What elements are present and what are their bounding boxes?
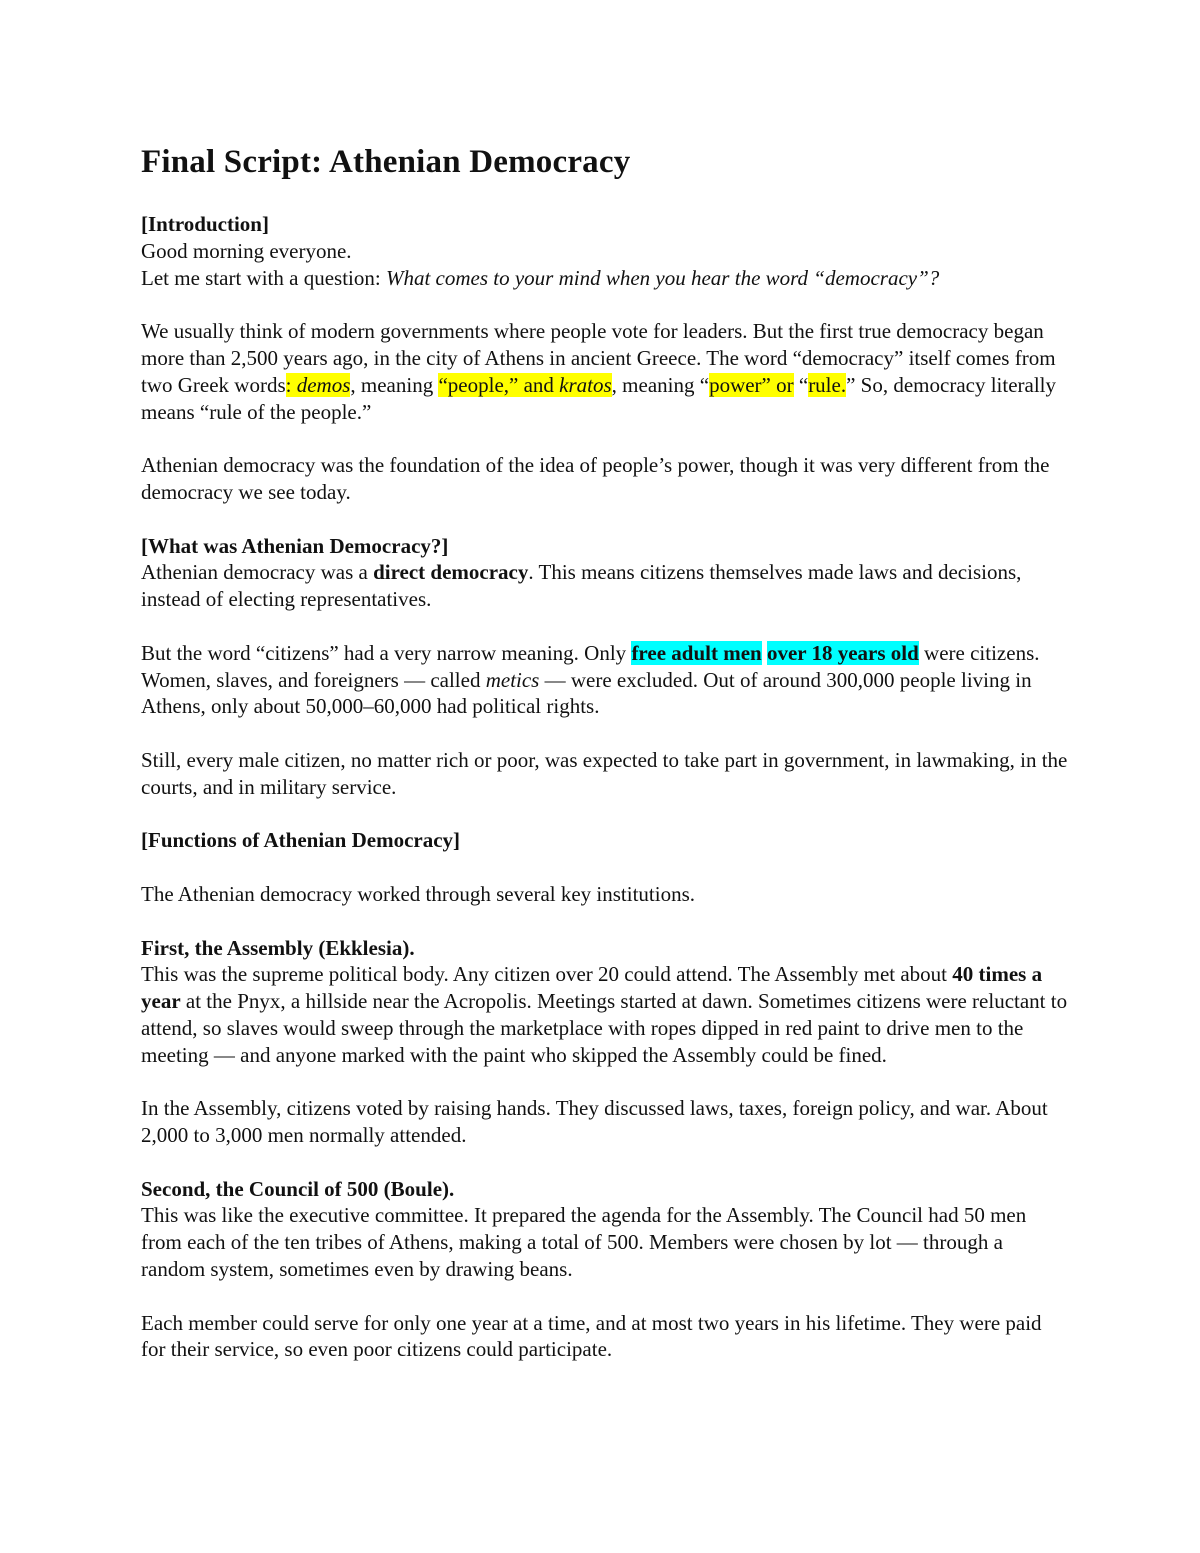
highlight-demos: demos xyxy=(296,372,351,397)
text-run: This was the supreme political body. Any citizen over 20 could attend. The Assembly met about xyxy=(141,962,953,987)
greeting-line: Good morning everyone. xyxy=(141,238,352,263)
text-run: “ xyxy=(793,372,809,397)
section-heading-introduction: [Introduction] xyxy=(141,212,269,236)
highlight-people: “people,” and xyxy=(438,372,560,397)
section-introduction xyxy=(141,211,1071,506)
paragraph-participation: Still, every male citizen, no matter rich or poor, was expected to take part in government, in lawmaking, in the courts, and in military service. xyxy=(141,747,1068,799)
bold-40-times: 40 times a year xyxy=(141,962,1043,1014)
paragraph-council-terms: Each member could serve for only one year at a time, and at most two years in his lifetime. They were paid for their service, so even poor citizens could participate. xyxy=(141,1310,1042,1362)
paragraph-institutions: The Athenian democracy worked through several key institutions. xyxy=(141,881,696,906)
section-heading-functions: [Functions of Athenian Democracy] xyxy=(141,828,461,853)
text-run: , meaning “ xyxy=(611,372,710,397)
section-what-was xyxy=(141,533,1071,801)
highlight-free-adult-men: free adult men xyxy=(631,640,762,665)
text-run: ” So, democracy literally means “rule of the people.” xyxy=(141,372,1057,424)
highlight-power: power” or xyxy=(709,372,794,397)
text-run: Athenian democracy was a xyxy=(141,560,374,585)
question-text: What comes to your mind when you hear the word “democracy”? xyxy=(385,265,940,290)
text-run: . This means citizens themselves made laws and decisions, instead of electing representatives. xyxy=(141,560,1022,612)
paragraph-citizens xyxy=(141,640,1071,720)
highlight-kratos: kratos xyxy=(559,372,612,397)
italic-metics: metics xyxy=(485,667,540,692)
paragraph-council: This was like the executive committee. It prepared the agenda for the Assembly. The Council had 50 men from each of the ten tribes of Athens, making a total of 500. Members were chosen by lot — through a random system, sometimes even by drawing beans. xyxy=(141,1203,1027,1282)
paragraph-assembly-voting: In the Assembly, citizens voted by raising hands. They discussed laws, taxes, foreign policy, and war. About 2,000 to 3,000 men normally attended. xyxy=(141,1096,1048,1148)
section-heading-what-was: [What was Athenian Democracy?] xyxy=(141,533,449,558)
paragraph-foundation: Athenian democracy was the foundation of the idea of people’s power, though it was very different from the democracy we see today. xyxy=(141,453,1050,504)
text-run: But the word “citizens” had a very narrow meaning. Only xyxy=(141,640,632,665)
document-page xyxy=(141,140,1071,1363)
text-run: , meaning xyxy=(350,372,439,397)
bold-direct-democracy: direct democracy xyxy=(373,560,529,585)
question-lead: Let me start with a question: xyxy=(141,265,386,290)
question-line xyxy=(141,265,1071,292)
text-run: were citizens. Women, slaves, and foreigners — called xyxy=(141,640,1040,692)
paragraph-assembly xyxy=(141,961,1071,1068)
section-functions xyxy=(141,827,1071,1363)
highlight-rule: rule. xyxy=(808,372,847,397)
subheading-council: Second, the Council of 500 (Boule). xyxy=(141,1176,455,1201)
text-run: at the Pnyx, a hillside near the Acropolis. Meetings started at dawn. Sometimes citizens were reluctant to attend, so slaves would sweep through the marketplace with ropes dipped in red paint to drive men to the meeting — and anyone marked with the paint who skipped the Assembly could be fined. xyxy=(141,989,1068,1067)
text-run: We usually think of modern governments where people vote for leaders. But the first true democracy began more than 2,500 years ago, in the city of Athens in ancient Greece. The word “democracy” itself comes from two Greek words xyxy=(141,319,1056,397)
text-run: — were excluded. Out of around 300,000 people living in Athens, only about 50,000–60,000 had political rights. xyxy=(141,667,1032,719)
paragraph-direct-democracy xyxy=(141,559,1071,613)
subheading-assembly: First, the Assembly (Ekklesia). xyxy=(141,935,415,960)
highlight-colon: : xyxy=(285,372,297,397)
highlight-over-18: over 18 years old xyxy=(766,640,919,665)
paragraph-democracy-origin xyxy=(141,318,1071,425)
document-title: Final Script: Athenian Democracy xyxy=(141,144,631,180)
